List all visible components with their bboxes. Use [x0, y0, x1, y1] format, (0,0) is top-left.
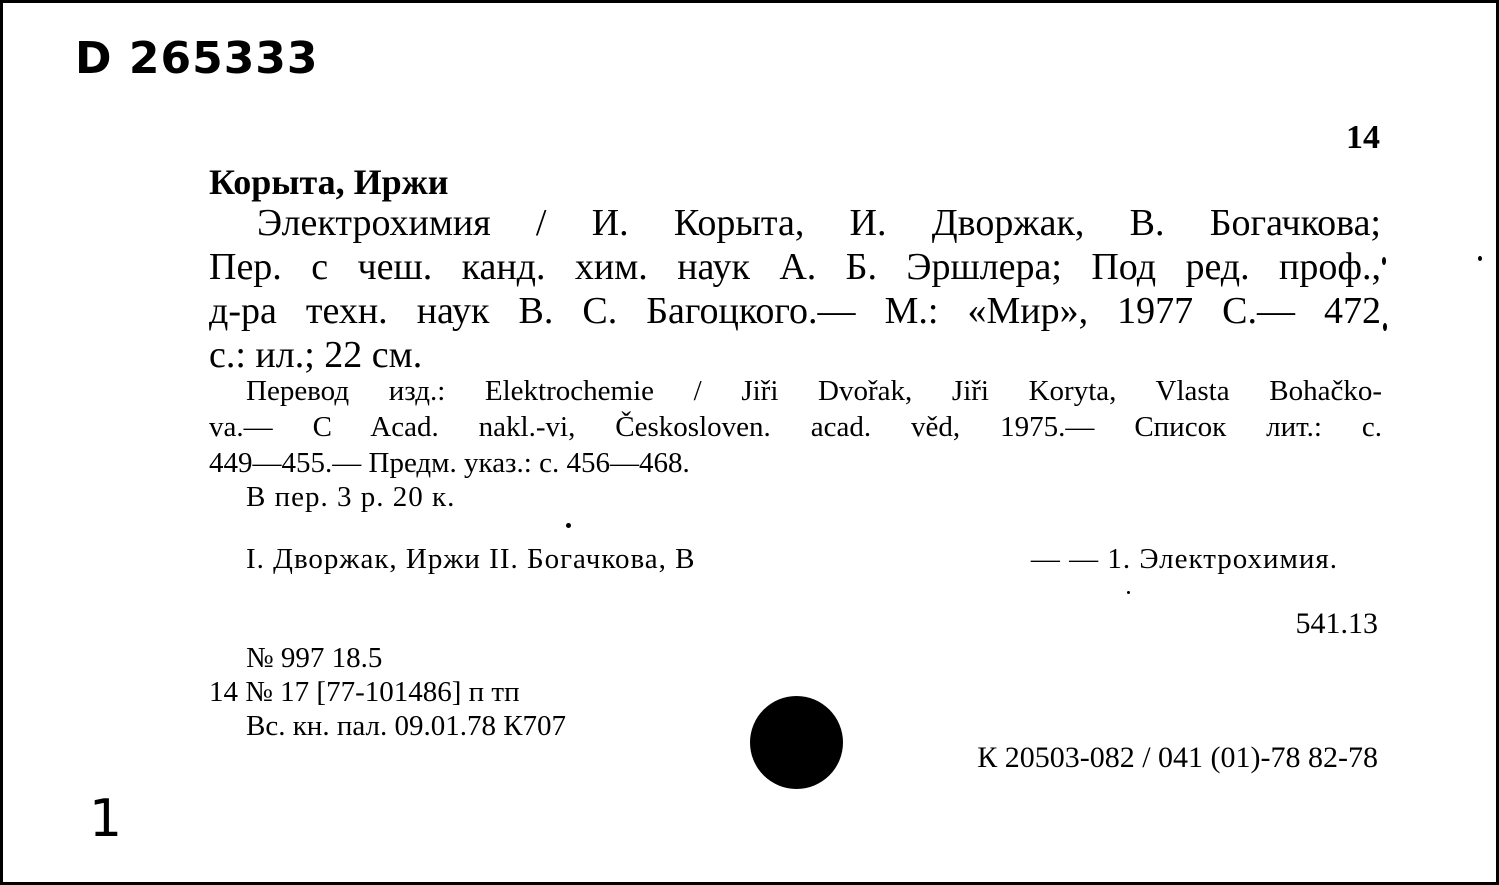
main-entry-line: д-ра техн. наук В. С. Багоцкого.— М.: «Мир», 1977 С.— 472 [209, 290, 1381, 332]
main-entry-line: Электрохимия / И. Корыта, И. Дворжак, В. Богачкова; [257, 202, 1381, 244]
added-entries: I. Дворжак, Иржи II. Богачкова, В [246, 543, 696, 575]
code-line: Вс. кн. пал. 09.01.78 К707 [246, 710, 567, 742]
note-line: 449—455.— Предм. указ.: с. 456—468. [209, 447, 690, 479]
note-line: va.— C Acad. nakl.-vi, Českosloven. acad. věd, 1975.— Список лит.: с. [209, 411, 1382, 443]
code-line: 14 № 17 [77-101486] п тп [209, 676, 520, 708]
pencil-mark: 1 [89, 789, 123, 849]
ink-speck [1478, 256, 1482, 261]
subject-heading: — — 1. Электрохимия. [1030, 543, 1338, 575]
ink-speck [1382, 257, 1386, 265]
main-entry [209, 201, 1381, 377]
main-entry-line: с.: ил.; 22 см. [209, 334, 423, 376]
price: В пер. 3 р. 20 к. [246, 481, 456, 513]
code-line: № 997 18.5 [246, 642, 383, 674]
ink-speck [1127, 591, 1130, 594]
author-heading: Корыта, Иржи [209, 162, 449, 202]
isbn-line: К 20503-082 / 041 (01)-78 82-78 [977, 741, 1378, 774]
udc-number: 541.13 [1295, 607, 1378, 640]
ink-speck [566, 523, 571, 528]
notes-block [209, 373, 1382, 481]
punch-hole [750, 696, 843, 789]
note-line: Перевод изд.: Elektrochemie / Jiři Dvořak, Jiři Koryta, Vlasta Bohačko- [246, 375, 1382, 407]
catalog-number: D 265333 [75, 33, 319, 84]
ink-speck [1383, 323, 1387, 331]
main-entry-line: Пер. с чеш. канд. хим. наук А. Б. Эршлера; Под ред. проф., [209, 246, 1381, 288]
codes-block [209, 641, 566, 743]
card-number: 14 [1346, 119, 1380, 156]
